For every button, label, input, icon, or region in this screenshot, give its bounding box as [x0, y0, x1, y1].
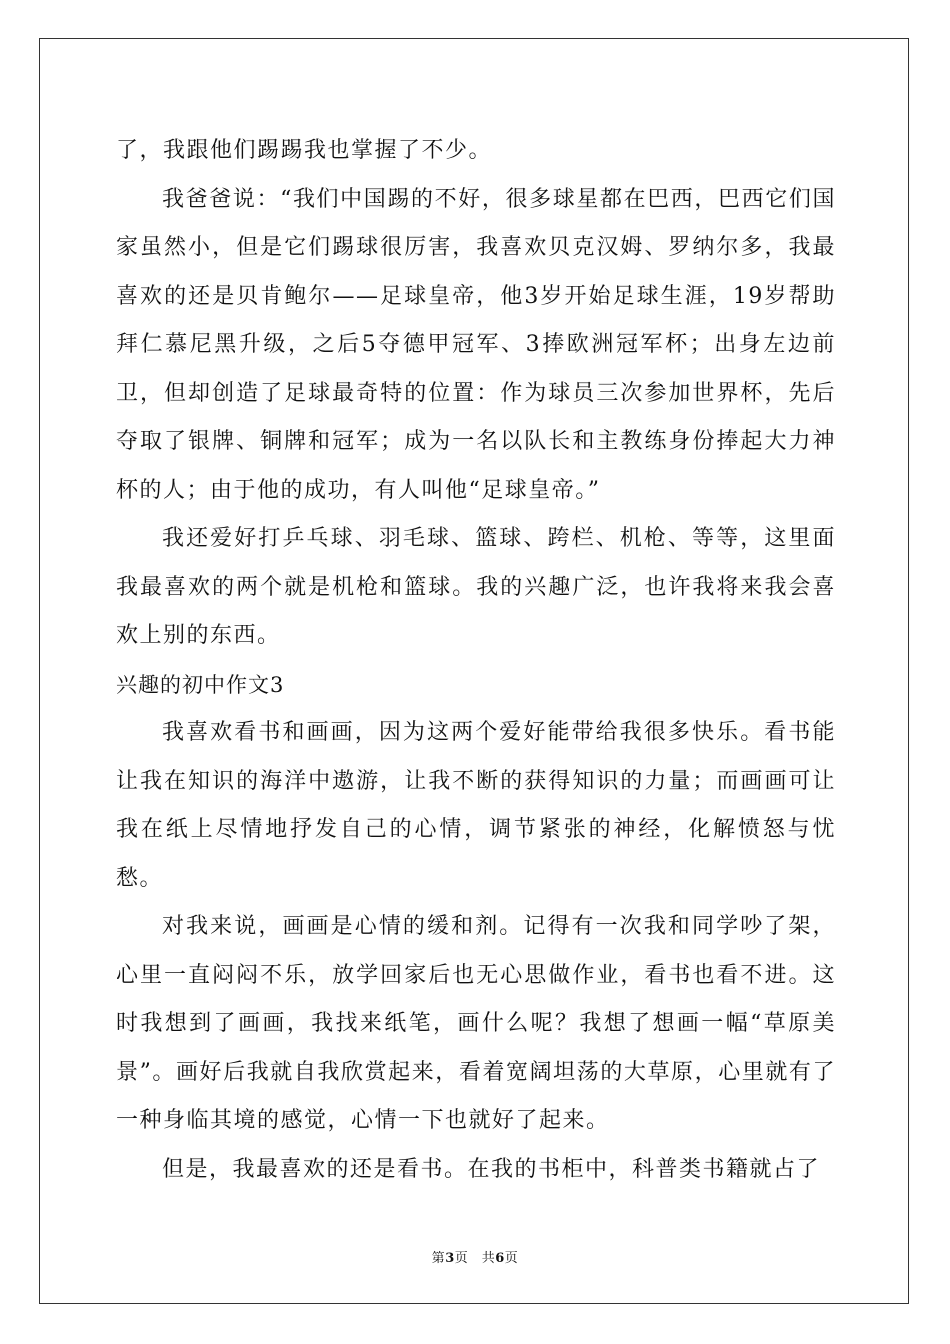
paragraph: 我还爱好打乒乓球、羽毛球、篮球、跨栏、机枪、等等，这里面我最喜欢的两个就是机枪和篮球。我的兴趣广泛，也许我将来我会喜欢上别的东西。 — [116, 526, 836, 648]
document-body — [116, 127, 836, 1194]
paragraph: 但是，我最喜欢的还是看书。在我的书柜中，科普类书籍就占了 — [162, 1156, 821, 1182]
paragraph: 了，我跟他们踢踢我也掌握了不少。 — [116, 138, 493, 163]
section-heading: 兴趣的初中作文3 — [116, 672, 285, 697]
paragraph: 我喜欢看书和画画，因为这两个爱好能带给我很多快乐。看书能让我在知识的海洋中遨游，让我不断的获得知识的力量；而画画可让我在纸上尽情地抒发自己的心情，调节紧张的神经，化解愤怒与忧愁。 — [116, 720, 836, 891]
paragraph: 对我来说，画画是心情的缓和剂。记得有一次我和同学吵了架，心里一直闷闷不乐，放学回家后也无心思做作业，看书也看不进。这时我想到了画画，我找来纸笔，画什么呢？我想了想画一幅“草原美景”。画好后我就自我欣赏起来，看着宽阔坦荡的大草原，心里就有了一种身临其境的感觉，心情一下也就好了起来。 — [116, 914, 836, 1133]
page-current: 3 — [445, 1251, 455, 1266]
page-footer — [0, 1247, 950, 1266]
page-mid: 页 共 — [454, 1251, 496, 1266]
page-suffix: 页 — [504, 1251, 519, 1266]
paragraph: 我爸爸说：“我们中国踢的不好，很多球星都在巴西，巴西它们国家虽然小，但是它们踢球很厉害，我喜欢贝克汉姆、罗纳尔多，我最喜欢的还是贝肯鲍尔——足球皇帝，他3岁开始足球生涯，19岁帮助拜仁慕尼黑升级，之后5夺德甲冠军、3捧欧洲冠军杯；出身左边前卫，但却创造了足球最奇特的位置：作为球员三次参加世界杯，先后夺取了银牌、铜牌和冠军；成为一名以队长和主教练身份捧起大力神杯的人；由于他的成功，有人叫他“足球皇帝。” — [116, 186, 836, 503]
page-prefix: 第 — [431, 1251, 446, 1266]
page-total: 6 — [495, 1251, 505, 1266]
